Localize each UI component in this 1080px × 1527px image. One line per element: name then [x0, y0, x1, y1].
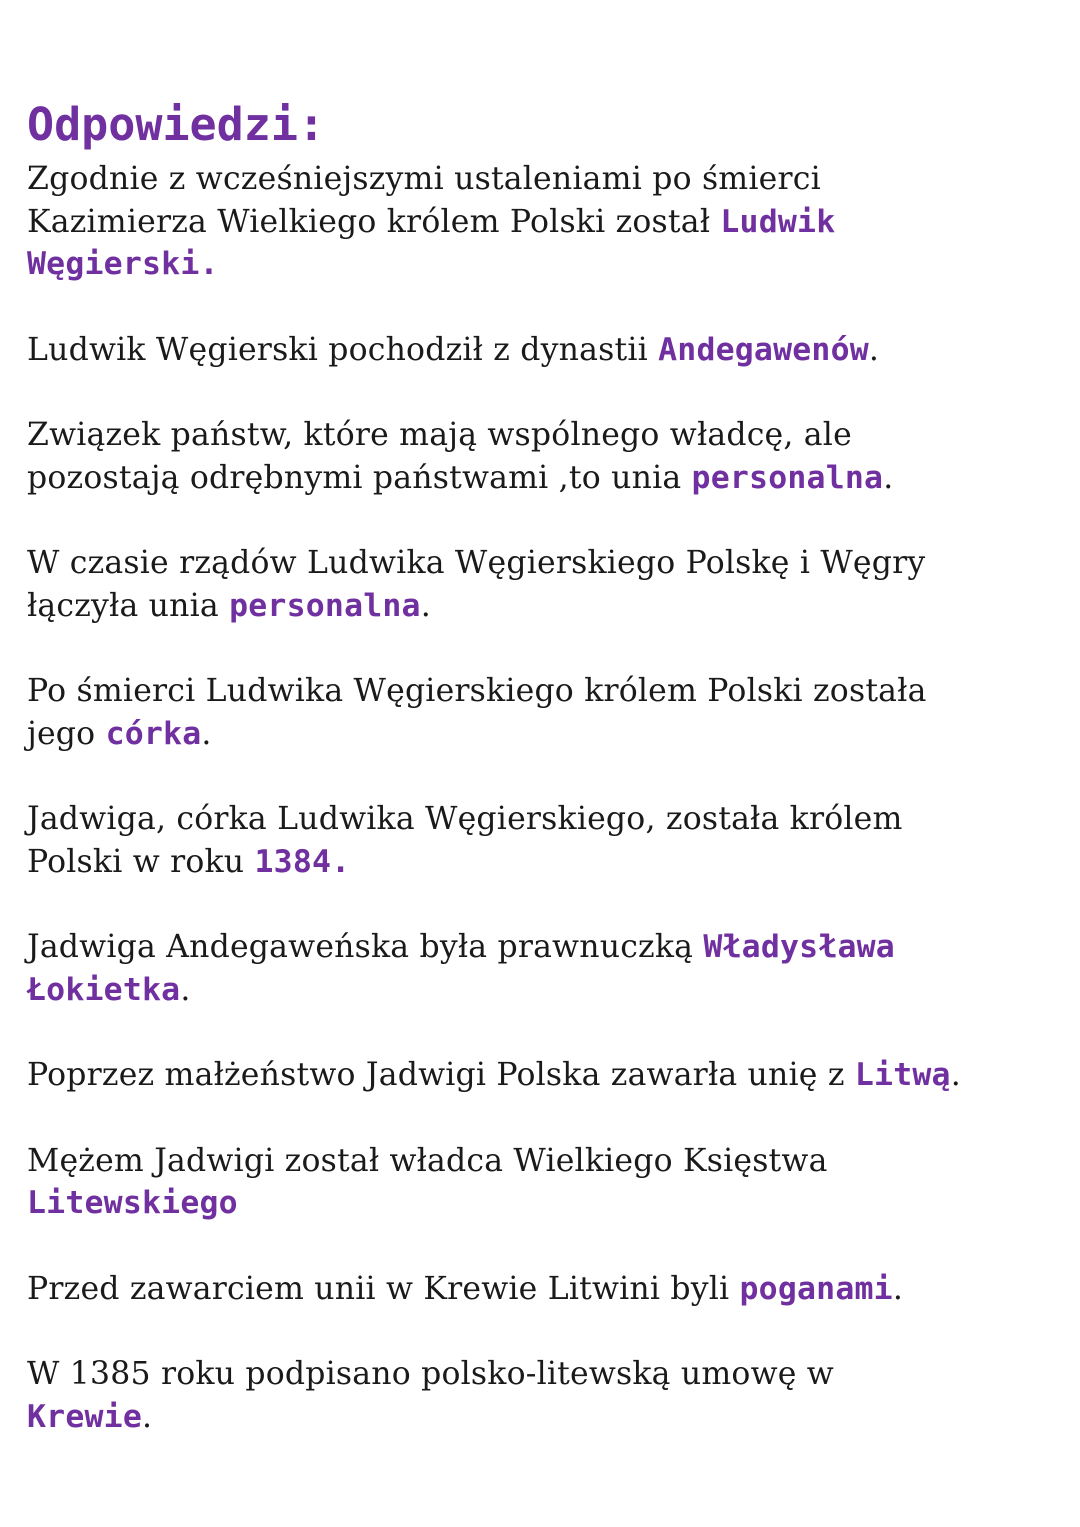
answer-4-highlight: personalna: [229, 587, 421, 624]
answer-7-punct: .: [180, 971, 191, 1008]
answer-paragraph-9: [27, 1140, 1067, 1225]
answer-1-highlight-cont: Węgierski.: [27, 246, 219, 282]
answer-8-highlight: Litwą: [854, 1057, 951, 1093]
answer-7-highlight-cont: Łokietka: [27, 971, 181, 1008]
answer-4-text: łączyła unia: [27, 587, 230, 624]
answer-paragraph-4: [27, 542, 1067, 627]
answer-6-text: Polski w roku: [27, 843, 255, 880]
answer-6-line-1: Jadwiga, córka Ludwika Węgierskiego, została królem: [27, 801, 903, 837]
answer-3-line-1: Związek państw, które mają wspólnego władcę, ale: [27, 417, 852, 453]
answer-4-line-2: [27, 585, 1067, 628]
answer-paragraph-3: [27, 414, 1067, 499]
answer-3-highlight: personalna: [691, 459, 884, 496]
answers-document: [27, 92, 1067, 1481]
answer-1-line-1: Zgodnie z wcześniejszymi ustaleniami po śmierci: [27, 161, 821, 197]
answer-10-highlight: poganami: [739, 1270, 893, 1307]
answer-7-line-1: [27, 926, 1067, 969]
answer-3-text: pozostają odrębnymi państwami ,to unia: [27, 459, 692, 496]
answer-paragraph-11: [27, 1353, 1067, 1438]
answer-3-line-2: [27, 457, 1067, 500]
answer-5-highlight: córka: [105, 715, 202, 752]
answer-2-line-1: [27, 329, 1067, 372]
answer-11-highlight: Krewie: [27, 1398, 142, 1435]
answer-paragraph-7: [27, 926, 1067, 1011]
answer-8-line-1: [27, 1054, 1067, 1097]
answer-1-highlight: Ludwik: [720, 203, 836, 240]
answer-10-punct: .: [892, 1270, 904, 1307]
answer-10-line-1: [27, 1268, 1067, 1311]
answer-4-punct: .: [420, 587, 431, 624]
answer-paragraph-2: [27, 329, 1067, 372]
answer-7-text: Jadwiga Andegaweńska była prawnuczką: [27, 929, 704, 965]
answer-5-line-2: [27, 713, 1067, 756]
answer-paragraph-10: [27, 1268, 1067, 1311]
answer-7-line-2: [27, 969, 1067, 1012]
answer-10-text: Przed zawarciem unii w Krewie Litwini byli: [27, 1270, 740, 1307]
answer-paragraph-1: [27, 158, 1067, 286]
answer-7-highlight: Władysława: [703, 929, 895, 965]
answer-paragraph-8: [27, 1054, 1067, 1097]
answer-11-line-1: W 1385 roku podpisano polsko-litewską umowę w: [27, 1356, 834, 1392]
answer-paragraph-5: [27, 670, 1067, 755]
answer-6-highlight: 1384.: [254, 843, 351, 880]
answer-2-text: Ludwik Węgierski pochodził z dynastii: [27, 331, 659, 368]
answer-8-punct: .: [950, 1057, 961, 1093]
answer-1-line-2: [27, 201, 1067, 244]
answer-11-line-2: [27, 1396, 1067, 1439]
answer-8-text: Poprzez małżeństwo Jadwigi Polska zawarła unię z: [27, 1057, 855, 1093]
answer-5-line-1: Po śmierci Ludwika Węgierskiego królem Polski została: [27, 673, 927, 709]
answer-2-highlight: Andegawenów: [658, 331, 869, 368]
answer-5-punct: .: [201, 715, 212, 752]
answer-11-punct: .: [142, 1398, 153, 1435]
answer-3-punct: .: [883, 459, 894, 496]
answer-1-text: Kazimierza Wielkiego królem Polski został: [27, 203, 721, 240]
answer-5-text: jego: [27, 715, 106, 752]
answer-9-line-1: Mężem Jadwigi został władca Wielkiego Księstwa: [27, 1142, 828, 1179]
answer-paragraph-6: [27, 798, 1067, 883]
answer-9-highlight: Litewskiego: [27, 1185, 238, 1221]
answer-6-line-2: [27, 841, 1067, 884]
page-title: Odpowiedzi:: [27, 98, 326, 151]
answer-2-punct: .: [868, 331, 880, 368]
answer-4-line-1: W czasie rządów Ludwika Węgierskiego Polskę i Węgry: [27, 545, 926, 581]
